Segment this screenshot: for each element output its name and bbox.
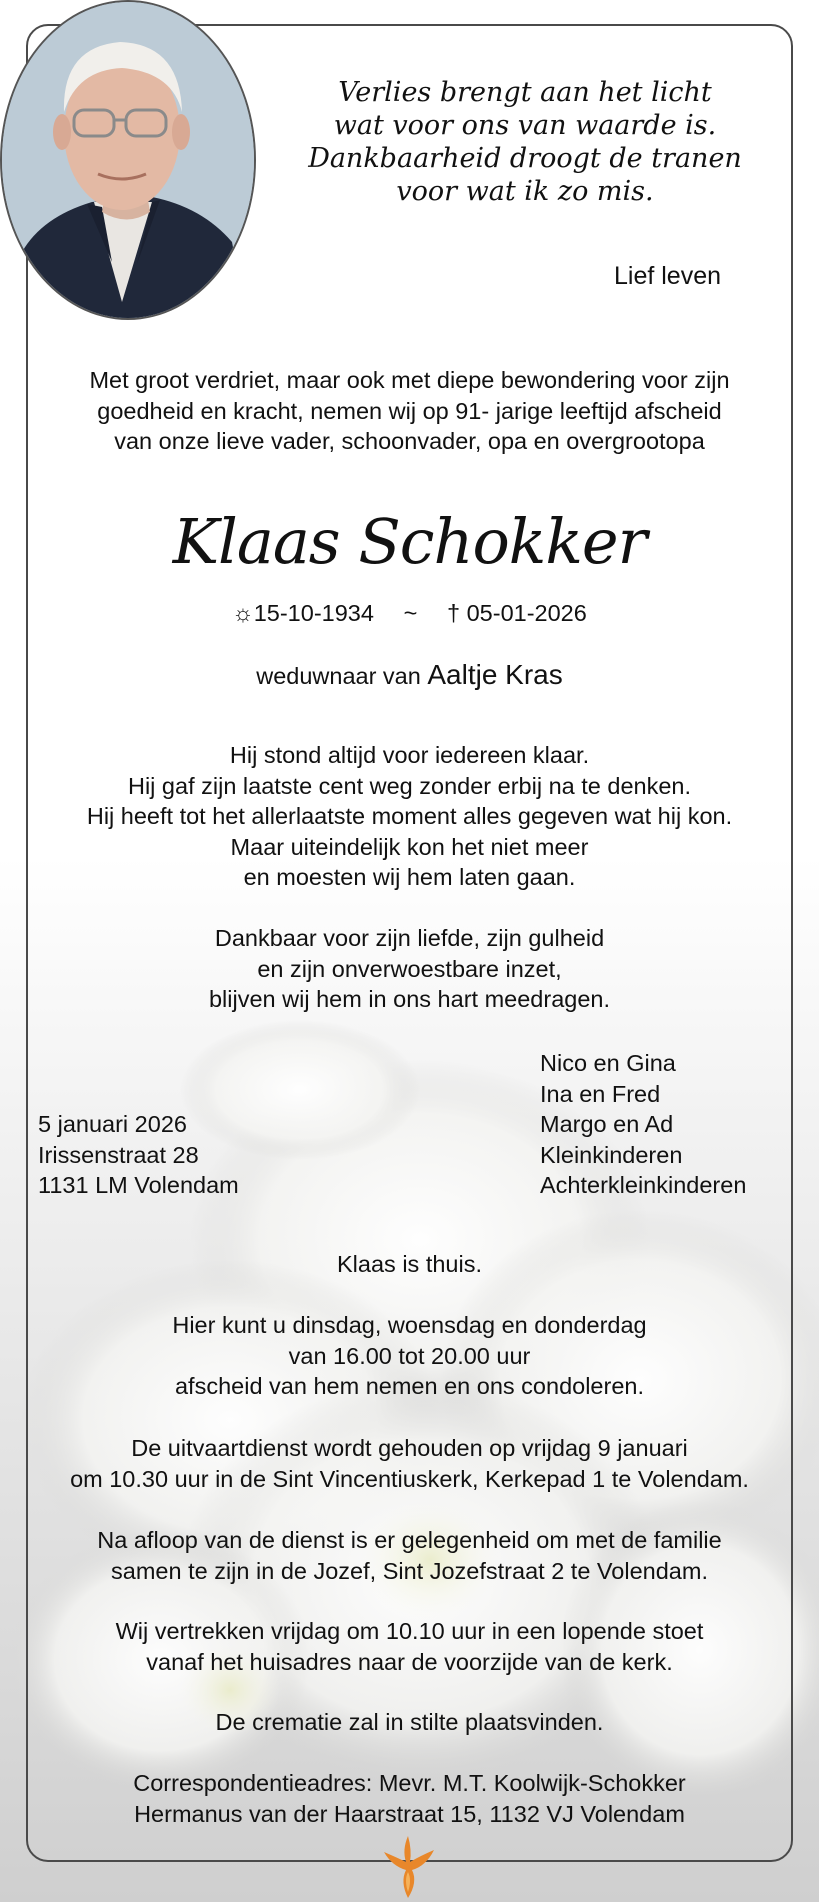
poem-signoff: Lief leven	[614, 262, 722, 290]
procession-line: Wij vertrekken vrijdag om 10.10 uur in een lopende stoet	[115, 1618, 704, 1644]
deceased-name: Klaas Schokker	[172, 505, 647, 578]
intro-text	[30, 365, 789, 457]
cremation-line: De crematie zal in stilte plaatsvinden.	[215, 1709, 604, 1735]
address-line: Irissenstraat 28	[38, 1141, 199, 1168]
procession-info	[30, 1616, 789, 1677]
procession-line: vanaf het huisadres naar de voorzijde van de kerk.	[146, 1648, 673, 1675]
home-notice	[30, 1249, 789, 1280]
correspondence-info	[30, 1768, 789, 1829]
gathering-line: Na afloop van de dienst is er gelegenheid om met de familie	[97, 1527, 722, 1553]
intro-line: Met groot verdriet, maar ook met diepe bewondering voor zijn	[89, 367, 730, 393]
family-line: Nico en Gina	[540, 1050, 676, 1076]
poem-line: Verlies brengt aan het licht	[338, 77, 712, 108]
spouse-name: Aaltje Kras	[427, 659, 563, 690]
gratitude-line: Dankbaar voor zijn liefde, zijn gulheid	[214, 925, 605, 951]
home-address	[38, 1109, 239, 1201]
family-line: Kleinkinderen	[540, 1141, 683, 1168]
address-line: 1131 LM Volendam	[38, 1172, 239, 1198]
tribute-line: Maar uiteindelijk kon het niet meer	[230, 833, 589, 860]
intro-line: goedheid en kracht, nemen wij op 91- jarige leeftijd afscheid	[97, 397, 722, 424]
widow-prefix: weduwnaar van	[256, 663, 421, 689]
poem-line: wat voor ons van waarde is.	[333, 110, 717, 141]
correspondence-line: Hermanus van der Haarstraat 15, 1132 VJ Volendam	[134, 1800, 685, 1827]
cremation-info	[30, 1707, 789, 1738]
life-dates	[30, 600, 789, 627]
visit-line: afscheid van hem nemen en ons condoleren.	[174, 1373, 644, 1399]
gratitude-line: en zijn onverwoestbare inzet,	[257, 955, 562, 982]
service-line: De uitvaartdienst wordt gehouden op vrijdag 9 januari	[131, 1435, 688, 1461]
born-symbol-icon: ☼	[232, 600, 254, 626]
birth-date: 15-10-1934	[253, 600, 374, 626]
visit-info	[30, 1310, 789, 1402]
address-line: 5 januari 2026	[38, 1111, 187, 1137]
service-info	[30, 1433, 789, 1494]
poem-line: Dankbaarheid droogt de tranen	[308, 143, 742, 174]
tribute-line: Hij heeft tot het allerlaatste moment alles gegeven wat hij kon.	[86, 803, 733, 829]
poem	[300, 76, 750, 208]
gratitude-text	[30, 923, 789, 1015]
family-line: Achterkleinkinderen	[540, 1172, 747, 1198]
visit-line: van 16.00 tot 20.00 uur	[288, 1342, 531, 1369]
service-line: om 10.30 uur in de Sint Vincentiuskerk, Kerkepad 1 te Volendam.	[70, 1465, 749, 1492]
family-line: Margo en Ad	[540, 1111, 674, 1137]
tribute-line: Hij gaf zijn laatste cent weg zonder erbij na te denken.	[127, 772, 692, 799]
gathering-info	[30, 1525, 789, 1586]
date-separator: ~	[403, 600, 418, 626]
died-symbol-icon: †	[447, 600, 461, 626]
death-date: 05-01-2026	[466, 600, 587, 626]
poem-line: voor wat ik zo mis.	[396, 176, 654, 207]
gathering-line: samen te zijn in de Jozef, Sint Jozefstraat 2 te Volendam.	[111, 1557, 708, 1584]
correspondence-line: Correspondentieadres: Mevr. M.T. Koolwijk-Schokker	[133, 1770, 686, 1796]
family-line: Ina en Fred	[540, 1080, 661, 1107]
home-notice-line: Klaas is thuis.	[337, 1251, 482, 1277]
intro-line: van onze lieve vader, schoonvader, opa en overgrootopa	[114, 428, 705, 454]
portrait-photo	[0, 0, 256, 320]
tribute-line: Hij stond altijd voor iedereen klaar.	[229, 742, 590, 768]
widow-line	[30, 659, 789, 691]
gratitude-line: blijven wij hem in ons hart meedragen.	[208, 986, 610, 1012]
phoenix-logo-icon	[378, 1832, 438, 1900]
visit-line: Hier kunt u dinsdag, woensdag en donderdag	[172, 1312, 647, 1338]
tribute-line: en moesten wij hem laten gaan.	[243, 864, 576, 890]
family-list	[540, 1048, 746, 1201]
tribute-text	[30, 740, 789, 893]
